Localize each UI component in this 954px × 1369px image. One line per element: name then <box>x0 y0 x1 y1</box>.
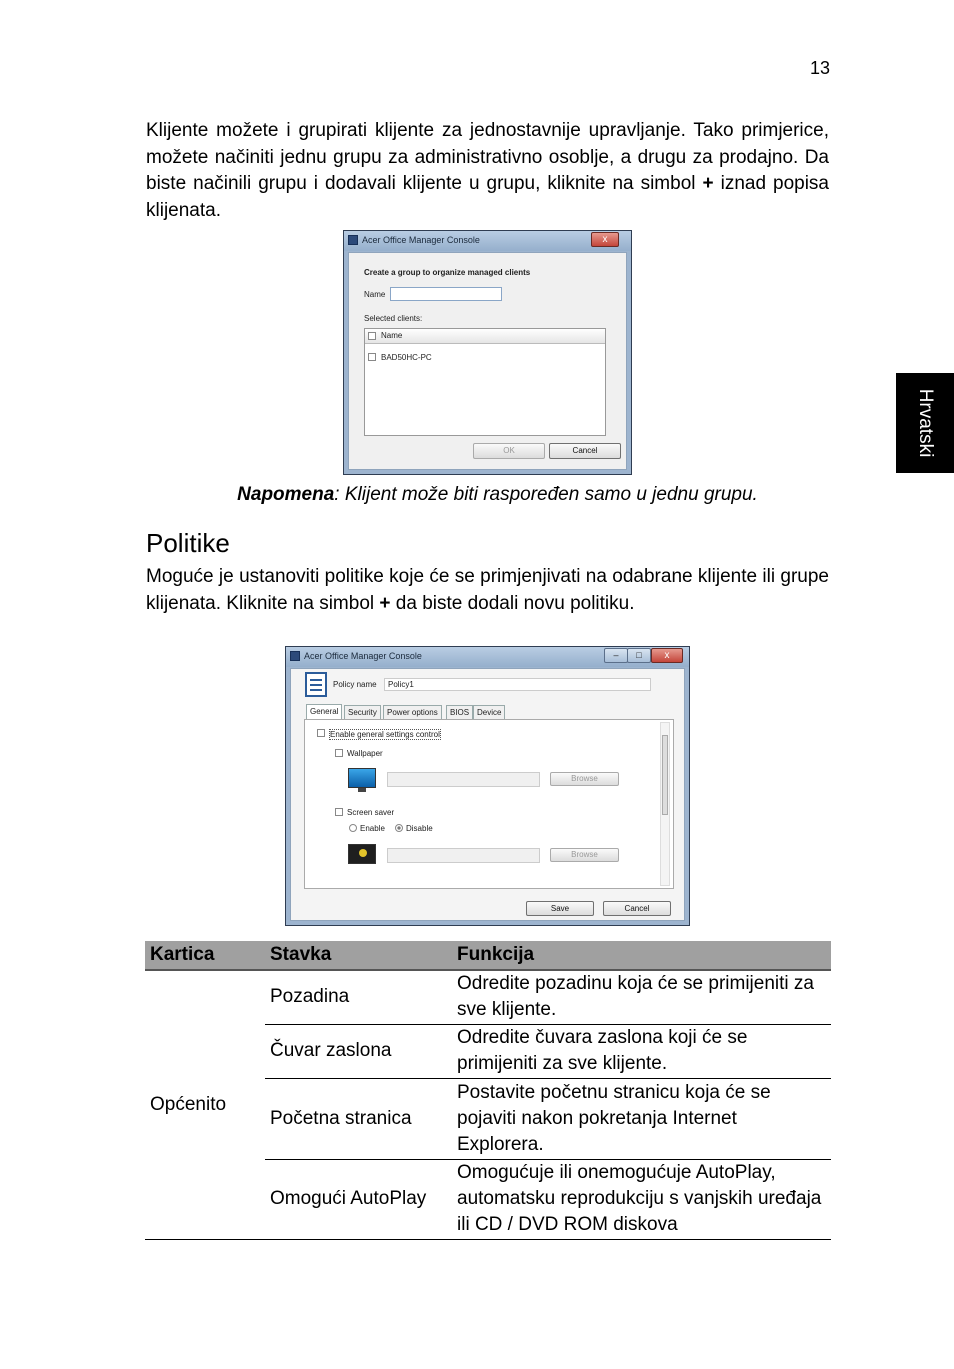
function-cell: Postavite početnu stranicu koja će se pojaviti nakon pokretanja Internet Explorera. <box>452 1078 831 1159</box>
screensaver-label: Screen saver <box>347 808 395 817</box>
list-header-name: Name <box>381 331 403 340</box>
note-label: Napomena <box>237 484 335 505</box>
app-icon <box>348 235 358 245</box>
note <box>146 484 849 506</box>
page-number: 13 <box>809 58 830 78</box>
group-name-input[interactable] <box>390 287 502 301</box>
scrollbar-thumb[interactable] <box>662 735 668 815</box>
maximize-button[interactable]: □ <box>627 648 651 663</box>
policy-name-label: Policy name <box>333 680 377 689</box>
tab-bios[interactable]: BIOS <box>446 705 473 719</box>
enable-general-checkbox[interactable] <box>317 729 325 737</box>
item-cell: Omogući AutoPlay <box>265 1159 452 1239</box>
item-cell: Čuvar zaslona <box>265 1024 452 1078</box>
policy-client-area <box>290 668 685 921</box>
plus-symbol: + <box>702 173 714 194</box>
select-all-checkbox[interactable] <box>368 332 376 340</box>
policy-titlebar <box>286 647 689 667</box>
intro-text-end: iznad popisa klijenata. <box>146 173 829 221</box>
intro-paragraph <box>146 118 829 224</box>
disable-radio[interactable] <box>395 824 403 832</box>
disable-radio-label: Disable <box>406 824 433 833</box>
policy-items-table <box>145 941 831 1240</box>
policy-name-value: Policy1 <box>388 680 414 689</box>
function-cell: Omogućuje ili onemogućuje AutoPlay, automatsku reprodukciju s vanjskih uređaja ili CD / DVD ROM diskova <box>452 1159 831 1239</box>
item-cell: Pozadina <box>265 970 452 1024</box>
group-heading: Create a group to organize managed clients <box>364 268 531 277</box>
client-checkbox[interactable] <box>368 353 376 361</box>
enable-radio-label: Enable <box>360 824 385 833</box>
policy-document-icon <box>305 672 327 697</box>
app-icon <box>290 651 300 661</box>
name-label: Name <box>364 290 386 299</box>
section-heading: Politike <box>146 528 230 558</box>
policy-dialog-title: Acer Office Manager Console <box>304 651 422 661</box>
tab-security[interactable]: Security <box>344 705 381 719</box>
tab-device[interactable]: Device <box>473 705 505 719</box>
monitor-stand <box>358 788 366 792</box>
enable-general-label: Enable general settings control <box>330 730 440 739</box>
policy-text-end: da biste dodali novu politiku. <box>390 592 635 614</box>
policy-paragraph <box>146 564 829 617</box>
ok-button[interactable]: OK <box>473 443 545 459</box>
header-stavka: Stavka <box>265 941 452 970</box>
dialog-title: Acer Office Manager Console <box>362 235 480 245</box>
monitor-icon <box>348 768 376 788</box>
save-button[interactable]: Save <box>526 901 594 916</box>
screensaver-browse-button[interactable]: Browse <box>550 848 619 862</box>
policy-dialog <box>285 646 690 926</box>
close-button[interactable]: x <box>591 232 619 247</box>
wallpaper-label: Wallpaper <box>347 749 383 758</box>
dialog-client-area <box>348 252 627 470</box>
header-funkcija: Funkcija <box>452 941 831 970</box>
screensaver-checkbox[interactable] <box>335 808 343 816</box>
intro-text: Klijente možete i grupirati klijente za jednostavnije upravljanje. Tako primjerice, možete načiniti jednu grupu za administrativno osoblje, a drugu za prodajno. Da biste načinili grupu i dodavali klijente u grupu, kliknite na simbol <box>146 120 829 194</box>
screensaver-path-input[interactable] <box>387 848 540 863</box>
language-side-tab-label: Hrvatski <box>915 388 936 458</box>
screensaver-monitor-icon <box>348 844 376 864</box>
minimize-button[interactable]: – <box>604 648 628 663</box>
function-cell: Odredite čuvara zaslona koji će se primijeniti za sve klijente. <box>452 1024 831 1078</box>
client-name: BAD50HC-PC <box>381 353 432 362</box>
wallpaper-checkbox[interactable] <box>335 749 343 757</box>
tab-general[interactable]: General <box>306 704 342 719</box>
cancel-button[interactable]: Cancel <box>549 443 621 459</box>
tab-power-options[interactable]: Power options <box>383 705 442 719</box>
wallpaper-path-input[interactable] <box>387 772 540 787</box>
table-header-row <box>145 941 831 970</box>
vertical-scrollbar[interactable] <box>660 722 670 886</box>
general-tab-panel <box>304 719 674 889</box>
header-kartica: Kartica <box>145 941 265 970</box>
list-item[interactable] <box>365 351 605 363</box>
item-cell: Početna stranica <box>265 1078 452 1159</box>
close-button[interactable]: x <box>651 648 683 663</box>
clients-list[interactable] <box>364 328 606 436</box>
language-side-tab <box>896 373 954 473</box>
function-cell: Odredite pozadinu koja će se primijeniti za sve klijente. <box>452 970 831 1024</box>
wallpaper-browse-button[interactable]: Browse <box>550 772 619 786</box>
plus-symbol-2: + <box>379 592 391 614</box>
note-text: : Klijent može biti raspoređen samo u jednu grupu. <box>334 484 758 505</box>
create-group-dialog <box>343 230 632 475</box>
selected-clients-label: Selected clients: <box>364 314 423 323</box>
table-row <box>145 970 831 1024</box>
dialog-titlebar <box>344 231 631 251</box>
cancel-button[interactable]: Cancel <box>603 901 671 916</box>
enable-radio[interactable] <box>349 824 357 832</box>
list-header <box>365 329 605 344</box>
group-cell: Općenito <box>145 970 265 1239</box>
policy-text: Moguće je ustanoviti politike koje će se primjenjivati na odabrane klijente ili grupe klijenata. Kliknite na simbol <box>146 566 829 614</box>
policy-name-input[interactable] <box>384 678 651 691</box>
